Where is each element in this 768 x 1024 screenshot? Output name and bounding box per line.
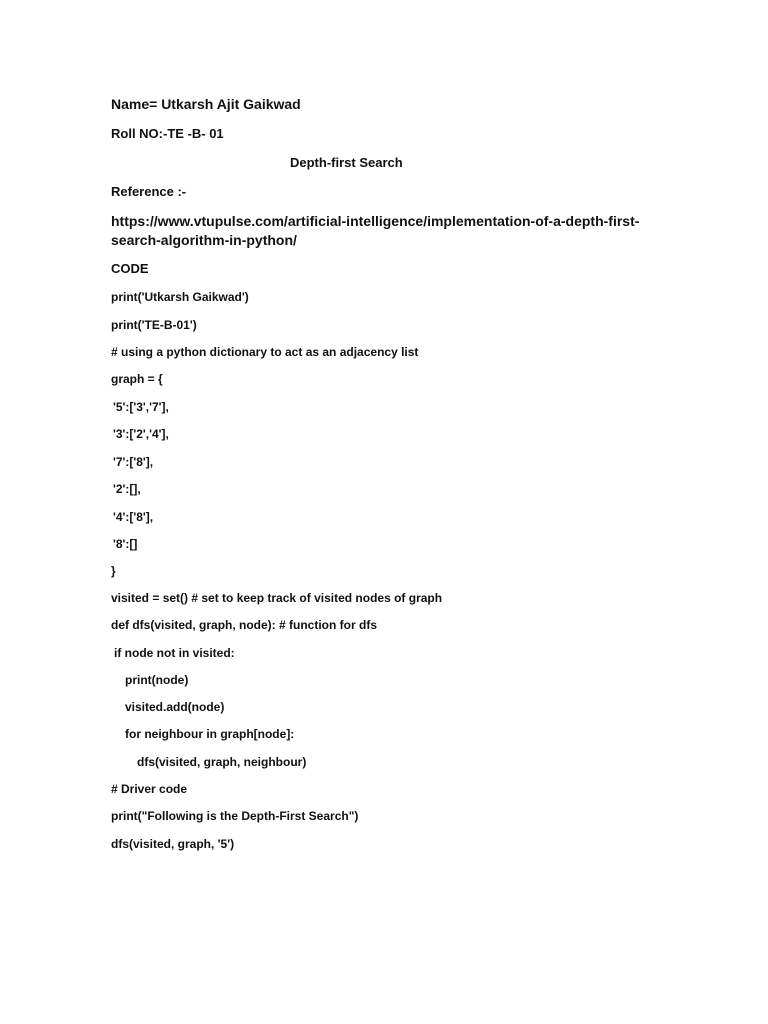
roll-number: Roll NO:-TE -B- 01 (111, 126, 224, 141)
reference-url: https://www.vtupulse.com/artificial-intelligence/implementation-of-a-depth-first-search-algorithm-in-python/ (111, 213, 640, 248)
code-line: dfs(visited, graph, neighbour) (137, 755, 307, 769)
code-line: '2':[], (113, 482, 141, 496)
code-line: visited.add(node) (125, 700, 225, 714)
code-line: dfs(visited, graph, '5') (111, 837, 235, 851)
code-line: visited = set() # set to keep track of visited nodes of graph (111, 591, 443, 605)
code-line: '8':[] (113, 537, 138, 551)
code-line: # Driver code (111, 782, 188, 796)
code-line: # using a python dictionary to act as an adjacency list (111, 345, 419, 359)
document-title: Depth-first Search (290, 155, 403, 170)
reference-label: Reference :- (111, 184, 187, 199)
code-line: '5':['3','7'], (113, 400, 169, 414)
code-line: graph = { (111, 372, 163, 386)
student-name: Name= Utkarsh Ajit Gaikwad (111, 96, 301, 112)
code-heading: CODE (111, 261, 149, 276)
code-line: print(node) (125, 673, 189, 687)
code-line: print("Following is the Depth-First Search") (111, 809, 359, 823)
code-line: } (111, 564, 116, 578)
code-line: for neighbour in graph[node]: (125, 727, 295, 741)
code-line: '4':['8'], (113, 510, 154, 524)
code-line: '3':['2','4'], (113, 427, 169, 441)
code-line: def dfs(visited, graph, node): # function for dfs (111, 618, 377, 632)
code-line: print('Utkarsh Gaikwad') (111, 290, 249, 304)
code-line: '7':['8'], (113, 455, 154, 469)
code-line: if node not in visited: (114, 646, 235, 660)
code-line: print('TE-B-01') (111, 318, 197, 332)
